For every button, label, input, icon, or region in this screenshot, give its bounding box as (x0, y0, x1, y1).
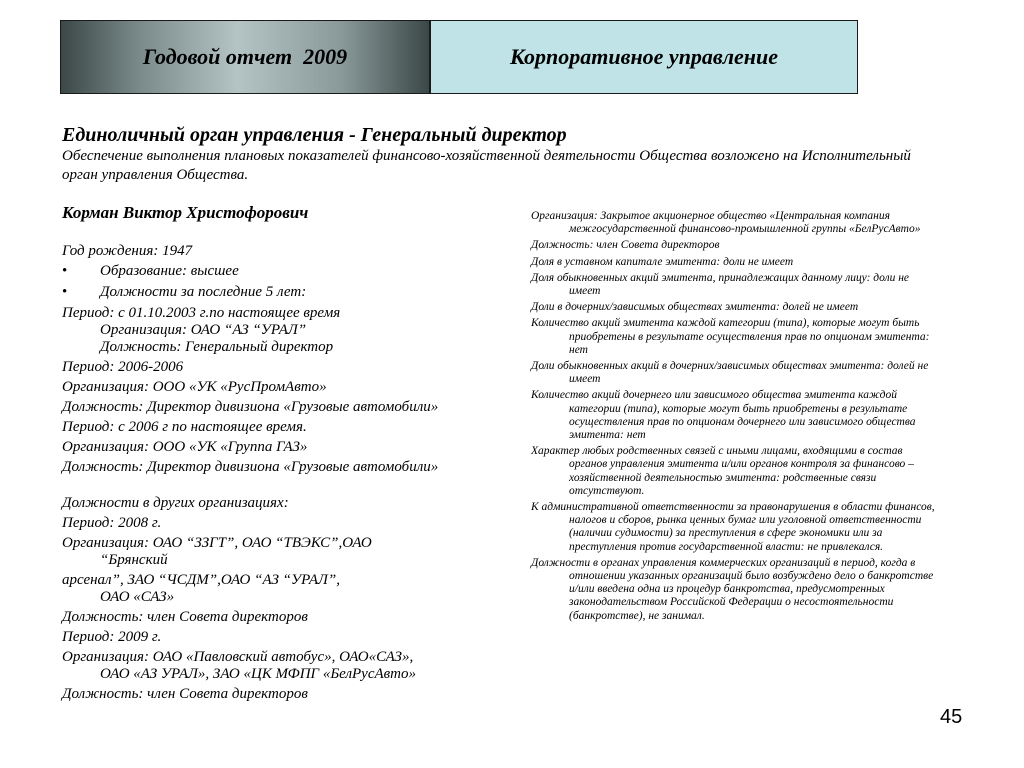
detail-item: Количество акций эмитента каждой категории (типа), которые могут быть приобретены в результате осуществления прав по опционам эмитента: нет (531, 317, 930, 356)
period-text: Период: 2008 г. (62, 515, 162, 531)
detail-item: Характер любых родственных связей с иными лицами, входящими в состав органов управления эмитента и/или органов контроля за финансово – хозяйственной деятельностью эмитента: родственные связи отсутствуют. (531, 445, 914, 497)
detail-item: Доля в уставном капитале эмитента: доли не имеет (531, 255, 794, 268)
detail-item: Должность: член Совета директоров (531, 239, 720, 252)
detail-item: К административной ответственности за правонарушения в области финансов, налогов и сборов, рынка ценных бумаг или уголовной ответственности (наличии судимости) за преступления в сфере экономики или за преступления против государственной власти: не привлекался. (531, 501, 935, 553)
position-text: Должность: Генеральный директор (100, 339, 334, 355)
corporate-governance-title: Корпоративное управление (509, 44, 779, 69)
positions-label: Должности за последние 5 лет: (100, 284, 307, 300)
organization-entry (62, 572, 522, 606)
annual-report-tab (61, 21, 431, 93)
annual-report-title: Годовой отчет 2009 (142, 44, 348, 69)
period-text: Период: 2009 г. (62, 629, 162, 645)
organization-text: Организация: ОАО «Павловский автобус», ОАО«САЗ», (62, 649, 414, 665)
detail-item: Доли обыкновенных акций в дочерних/зависимых обществах эмитента: долей не имеет (531, 360, 929, 386)
organization-entry (62, 535, 522, 569)
person-name: Корман Виктор Христофорович (62, 203, 309, 222)
page-number: 45 (940, 706, 963, 728)
section-title: Единоличный орган управления - Генеральный директор (62, 124, 567, 146)
education-text: Образование: высшее (100, 263, 239, 279)
detail-item: Доля обыкновенных акций эмитента, принадлежащих данному лицу: доли не имеет (531, 271, 910, 298)
bullet-icon: • (62, 284, 68, 300)
bullet-icon: • (62, 263, 68, 279)
detail-item: Организация: Закрытое акционерное общество «Центральная компания межгосударственной финансово-промышленной группы «БелРусАвто» (531, 210, 921, 236)
period-text: Период: 2006-2006 (62, 359, 184, 375)
period-text: Период: с 2006 г по настоящее время. (62, 419, 307, 435)
organization-text: Организация: ООО «УК «РусПромАвто» (62, 379, 327, 395)
period-text: Период: с 01.10.2003 г.по настоящее время (62, 305, 341, 321)
detail-item: Должности в органах управления коммерческих организаций в период, когда в отношении указанных организаций было возбуждено дело о банкротстве и/или введена одна из процедур банкротства, предусмотренных законодательством Российской Федерации о несостоятельности (банкротстве), не занимал. (531, 556, 934, 622)
organization-text: Организация: ОАО “АЗ “УРАЛ” (100, 322, 307, 338)
organization-text: арсенал”, ЗАО “ЧСДМ”,ОАО “АЗ “УРАЛ”, (62, 572, 341, 588)
organization-text: ОАО «АЗ УРАЛ», ЗАО «ЦК МФПГ «БелРусАвто» (100, 666, 416, 682)
detail-item: Доли в дочерних/зависимых обществах эмитента: долей не имеет (531, 301, 859, 314)
person-biography (62, 203, 522, 706)
person-details (531, 210, 941, 626)
slide-header (60, 20, 858, 94)
position-text: Должность: Директор дивизиона «Грузовые автомобили» (62, 399, 439, 415)
organization-text: Организация: ООО «УК «Группа ГАЗ» (62, 439, 308, 455)
detail-item: Количество акций дочернего или зависимого общества эмитента каждой категории (типа), которые могут быть приобретены в результате осуществления прав по опционам дочернего или зависимого общества эмитента: нет (531, 389, 916, 442)
organization-text: ОАО «САЗ» (100, 589, 175, 605)
position-text: Должность: член Совета директоров (62, 609, 308, 625)
education-item (62, 263, 522, 280)
positions-item (62, 284, 522, 301)
other-positions-label: Должности в других организациях: (62, 495, 289, 511)
position-text: Должность: член Совета директоров (62, 686, 308, 702)
position-text: Должность: Директор дивизиона «Грузовые автомобили» (62, 459, 439, 475)
organization-text: “Брянский (100, 552, 168, 568)
birth-year: Год рождения: 1947 (62, 243, 193, 259)
organization-entry (62, 649, 522, 683)
corporate-governance-tab (431, 21, 857, 93)
position-entry (62, 305, 522, 356)
organization-text: Организация: ОАО “ЗЗГТ”, ОАО “ТВЭКС”,ОАО (62, 535, 372, 551)
section-description: Обеспечение выполнения плановых показателей финансово-хозяйственной деятельности Общества возложено на Исполнительный орган управления Общества. (62, 148, 911, 183)
